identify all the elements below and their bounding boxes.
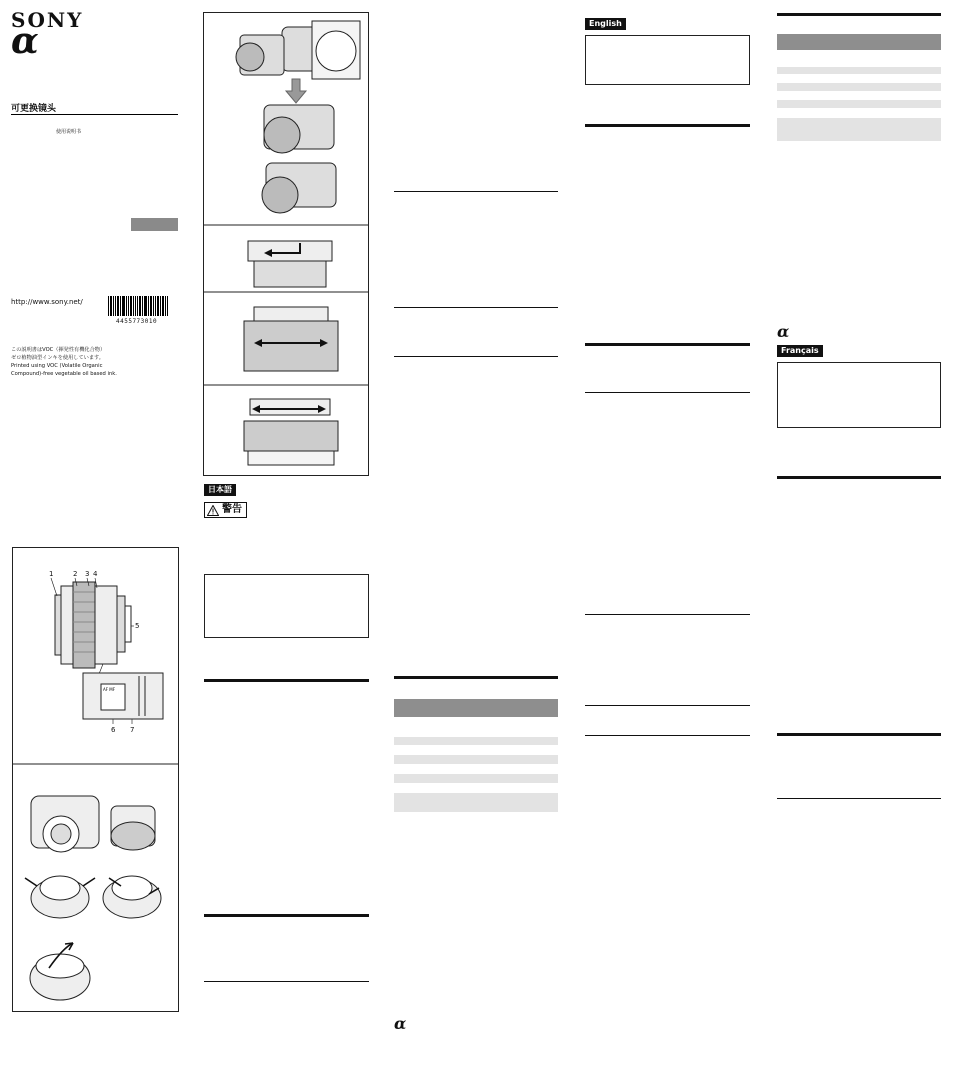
mounting-illustrations [204, 13, 368, 475]
en-section-rule-5 [585, 705, 750, 706]
col5-spec-row-2 [777, 83, 941, 91]
col3-spec-row-2 [394, 755, 558, 764]
model-grey-bar [131, 218, 178, 231]
japanese-language-tag: 日本語 [204, 484, 236, 496]
col5-spec-rule [777, 13, 941, 16]
col3-spec-row-1 [394, 737, 558, 745]
col3-rule-3 [394, 356, 558, 357]
jp-section-rule-3 [204, 981, 369, 982]
en-section-rule-4 [585, 614, 750, 615]
barcode-number: 4455773010 [116, 318, 158, 325]
jp-section-rule-2 [204, 914, 369, 917]
part-label-5: 5 [135, 622, 140, 630]
part-label-7: 7 [130, 726, 135, 734]
sony-url: http://www.sony.net/ [11, 298, 83, 306]
en-warning-box [585, 35, 750, 85]
barcode [108, 296, 168, 316]
col3-spec-row-4 [394, 793, 558, 812]
col3-spec-header-bar [394, 699, 558, 717]
col5-alpha-mark: α [777, 322, 790, 341]
col5-spec-row-1 [777, 67, 941, 74]
cover-subtitle: 使用说明书 [56, 129, 82, 135]
lens-parts-illustration [13, 548, 178, 1011]
col5-spec-row-4 [777, 118, 941, 141]
part-label-6: 6 [111, 726, 116, 734]
part-label-1: 1 [49, 570, 54, 578]
en-section-rule-3 [585, 392, 750, 393]
fr-section-rule-2 [777, 733, 941, 736]
af-mf-switch-label: AF MF [103, 687, 116, 692]
col5-spec-header-bar [777, 34, 941, 50]
vegetable-ink-note: この説明書はVOC（揮発性有機化合物） ゼロ植物油型インキを使用しています。 Printed using VOC (Volatile Organic Compound)-free vegetable oil based ink. [11, 347, 117, 377]
english-language-tag: English [585, 18, 626, 30]
en-section-rule-2 [585, 343, 750, 346]
warning-triangle-icon [207, 505, 219, 516]
warning-tag [204, 502, 247, 518]
fr-warning-box [777, 362, 941, 428]
jp-section-rule-1 [204, 679, 369, 682]
part-label-4: 4 [93, 570, 98, 578]
french-language-tag: Français [777, 345, 823, 357]
cover-title: 可更换镜头 [11, 104, 57, 114]
parts-diagram-panel [12, 547, 179, 1012]
col3-spec-row-3 [394, 774, 558, 783]
col3-alpha-mark: α [394, 1014, 407, 1033]
col3-rule-1 [394, 191, 558, 192]
warning-label: 警告 [222, 504, 242, 515]
part-label-3: 3 [85, 570, 90, 578]
fr-section-rule-3 [777, 798, 941, 799]
part-label-2: 2 [73, 570, 78, 578]
alpha-logo: α [11, 20, 39, 62]
fr-section-rule-1 [777, 476, 941, 479]
col3-rule-2 [394, 307, 558, 308]
en-section-rule-6 [585, 735, 750, 736]
col5-spec-row-3 [777, 100, 941, 108]
col3-spec-rule [394, 676, 558, 679]
jp-warning-box [204, 574, 369, 638]
en-section-rule-1 [585, 124, 750, 127]
mounting-figures-panel [203, 12, 369, 476]
cover-title-rule [11, 114, 178, 115]
sony-logo: SONY [11, 8, 84, 32]
